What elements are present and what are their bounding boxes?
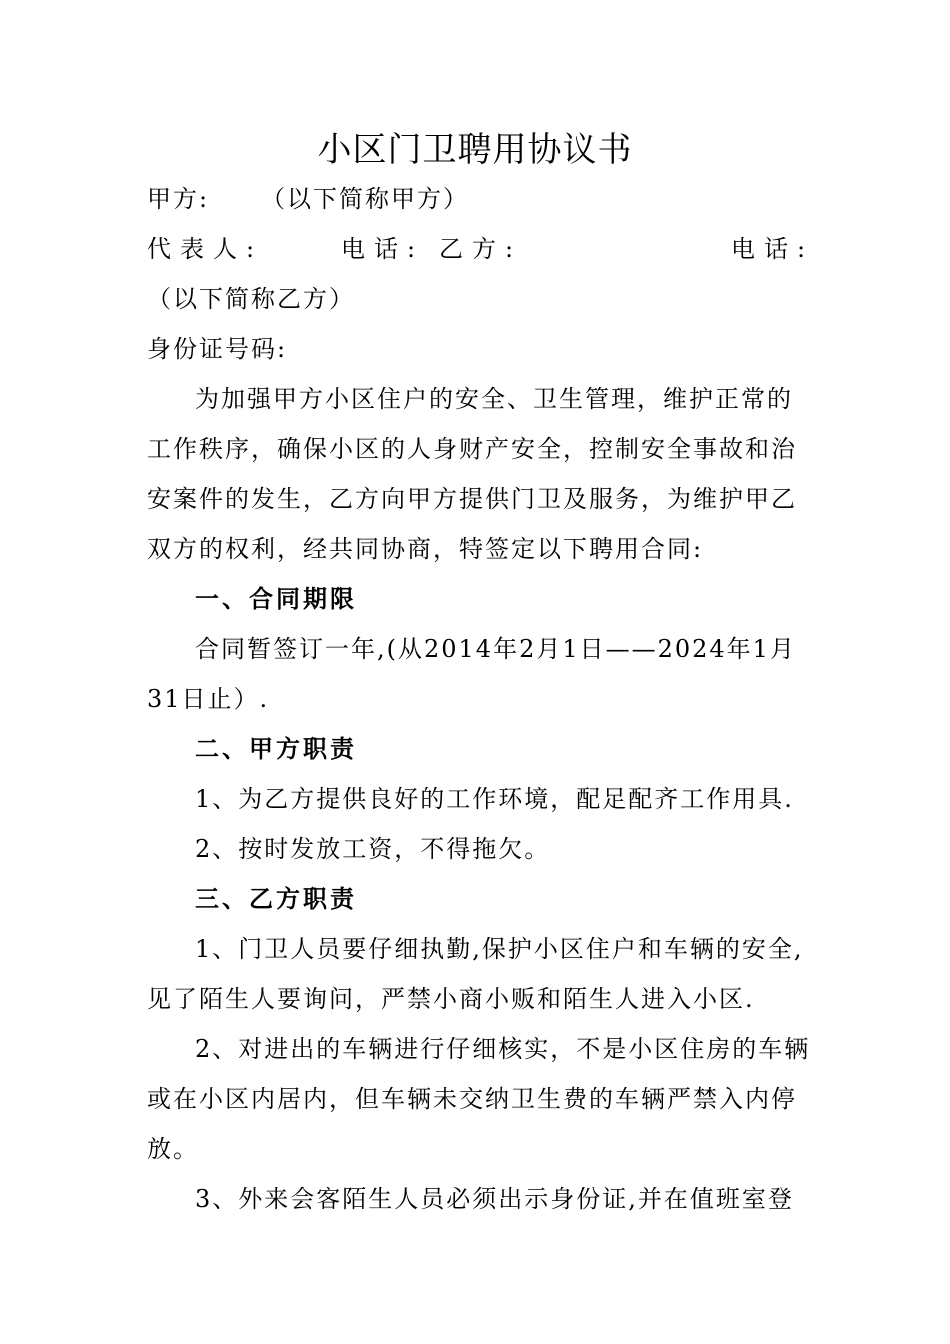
party-b-duty-line: 2、对进出的车辆进行仔细核实，不是小区住房的车辆 [195, 1035, 811, 1063]
party-b-duty-line: 3、外来会客陌生人员必须出示身份证,并在值班室登 [195, 1185, 794, 1213]
id-number-label: 身份证号码: [147, 335, 288, 363]
section-term-line: 31日止）. [147, 685, 270, 713]
intro-line: 工作秩序，确保小区的人身财产安全，控制安全事故和治 [147, 435, 797, 463]
party-a-duty-item: 2、按时发放工资，不得拖欠。 [195, 835, 551, 863]
intro-line: 安案件的发生，乙方向甲方提供门卫及服务，为维护甲乙 [147, 485, 797, 513]
party-b-duty-line: 放。 [147, 1135, 199, 1163]
section-term-line: 合同暂签订一年,(从2014年2月1日——2024年1月 [195, 635, 796, 663]
party-a-duty-item: 1、为乙方提供良好的工作环境，配足配齐工作用具. [195, 785, 794, 813]
party-a-note: （以下简称甲方） [261, 185, 469, 213]
party-b-label: 乙方: [439, 235, 523, 263]
intro-line: 双方的权利，经共同协商，特签定以下聘用合同: [147, 535, 704, 563]
party-b-duty-line: 或在小区内居内，但车辆未交纳卫生费的车辆严禁入内停 [147, 1085, 797, 1113]
representative-label: 代表人: [147, 235, 264, 263]
party-b-duty-line: 1、门卫人员要仔细执勤,保护小区住户和车辆的安全, [195, 935, 804, 963]
phone-label-2: 电话: [731, 235, 815, 263]
section-heading-party-a: 二、甲方职责 [195, 735, 357, 763]
section-heading-party-b: 三、乙方职责 [195, 885, 357, 913]
party-b-note: （以下简称乙方） [147, 285, 355, 313]
phone-label-1: 电话: [341, 235, 425, 263]
document-title: 小区门卫聘用协议书 [317, 130, 633, 170]
party-a-label: 甲方: [147, 185, 210, 213]
intro-line: 为加强甲方小区住户的安全、卫生管理，维护正常的 [195, 385, 793, 413]
section-heading-term: 一、合同期限 [195, 585, 357, 613]
party-b-duty-line: 见了陌生人要询问，严禁小商小贩和陌生人进入小区. [147, 985, 755, 1013]
